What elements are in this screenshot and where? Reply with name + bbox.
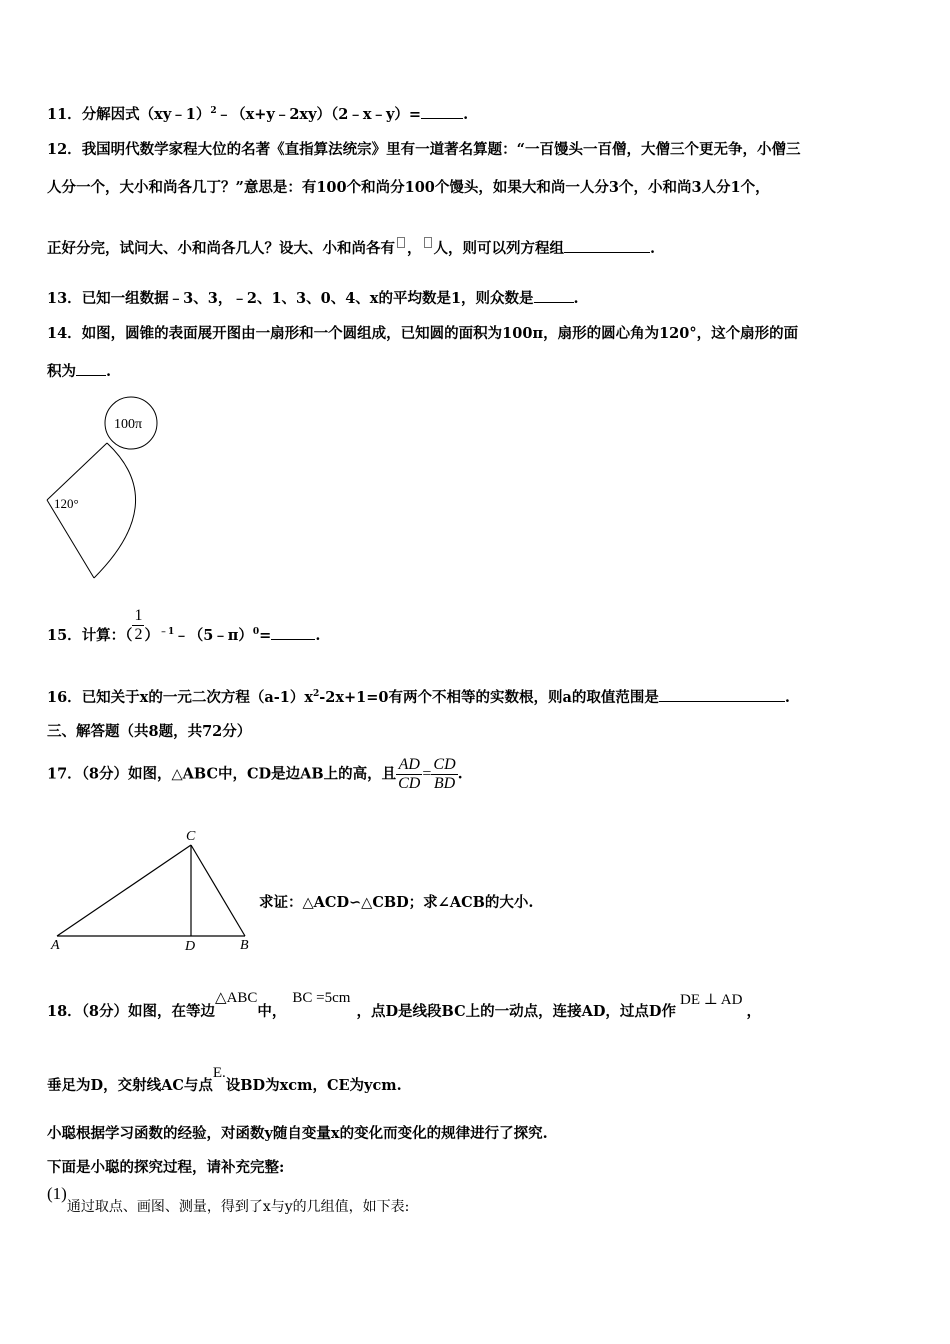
q16-exponent: 2 xyxy=(312,689,320,700)
q13-text: 已知一组数据﹣3、3，﹣2、1、3、0、4、x的平均数是1，则众数是 xyxy=(81,290,534,307)
q11-number: 11． xyxy=(47,106,82,123)
q13-number: 13． xyxy=(47,290,82,307)
q15-text3: ﹣（5﹣π） xyxy=(174,627,253,644)
frac-numerator: AD xyxy=(396,756,422,775)
q16-text2: -2x+1=0有两个不相等的实数根，则a的取值范围是 xyxy=(319,689,659,706)
frac-denominator: BD xyxy=(433,775,456,792)
fraction-half xyxy=(132,607,144,644)
answer-blank[interactable] xyxy=(534,290,574,303)
period: . xyxy=(463,106,469,123)
period: . xyxy=(457,765,463,783)
section-heading: 三、解答题（共8题，共72分） xyxy=(47,723,252,740)
q11-text: 分解因式（xy﹣1） xyxy=(81,106,211,123)
question-14-line1 xyxy=(47,322,798,343)
question-12-line1 xyxy=(47,138,801,159)
math-bc-length: BC =5cm xyxy=(292,990,351,1006)
answer-blank[interactable] xyxy=(564,240,650,253)
q18-text4: 垂足为D，交射线AC与点 xyxy=(47,1077,213,1094)
label-c: C xyxy=(186,829,196,844)
sector-edge-bottom xyxy=(47,500,94,578)
q15-number: 15． xyxy=(47,627,82,644)
part-1-text: 通过取点、画图、测量，得到了x与y的几组值，如下表: xyxy=(66,1199,410,1215)
question-17 xyxy=(47,756,463,793)
q15-exponent: ﹣1 xyxy=(158,627,175,638)
placeholder-box-icon xyxy=(397,237,405,248)
cone-net-figure xyxy=(40,392,170,587)
q15-paren: ） xyxy=(144,627,159,644)
side-ac xyxy=(57,845,191,936)
q12-text4: 人，则可以列方程组 xyxy=(433,240,564,257)
math-triangle-abc: △ABC xyxy=(215,990,258,1006)
q14-text: 如图，圆锥的表面展开图由一扇形和一个圆组成，已知圆的面积为100π，扇形的圆心角为120°，这个扇形的面 xyxy=(81,325,799,342)
q14-text2: 积为 xyxy=(47,363,76,380)
sector-edge-top xyxy=(47,443,107,500)
answer-blank[interactable] xyxy=(76,363,106,376)
frac-denominator: CD xyxy=(398,775,421,792)
label-d: D xyxy=(185,939,196,954)
q12-text3: 正好分完，试问大、小和尚各几人？设大、小和尚各有 xyxy=(47,240,395,257)
math-point-e: E. xyxy=(212,1065,226,1081)
label-a: A xyxy=(51,938,60,953)
q18-text5: 设BD为xcm，CE为ycm. xyxy=(225,1077,402,1094)
answer-blank[interactable] xyxy=(421,106,463,119)
q12-text2: 人分一个，大小和尚各几丁？”意思是：有100个和尚分100个馒头，如果大和尚一人分3个，小和尚3人分1个， xyxy=(47,179,770,196)
q15-exponent2: 0 xyxy=(252,627,260,638)
label-b: B xyxy=(240,938,249,953)
circle-label: 100π xyxy=(114,417,143,432)
question-18-line1 xyxy=(47,990,761,1021)
q12-text: 我国明代数学家程大位的名著《直指算法统宗》里有一道著名算题：“一百馒头一百僧，大僧三个更无争，小僧三 xyxy=(81,141,801,158)
question-12-line2 xyxy=(47,176,770,197)
period: . xyxy=(650,240,656,257)
placeholder-box-icon xyxy=(424,237,432,248)
q18-text2: 中， xyxy=(257,1003,287,1020)
fraction-cd-bd xyxy=(431,756,457,793)
part-1-label: (1) xyxy=(47,1184,67,1203)
question-18-line4: 下面是小聪的探究过程，请补充完整: xyxy=(47,1159,285,1176)
period: . xyxy=(315,627,321,644)
sector-arc xyxy=(94,443,136,578)
q11-exponent: 2 xyxy=(210,106,217,117)
question-18-part1 xyxy=(47,1184,410,1215)
q15-text: 计算：（ xyxy=(81,627,133,644)
q11-text2: ﹣（x+y﹣2xy）（2﹣x﹣y）= xyxy=(216,106,422,123)
math-de-perp-ad: DE ⊥ AD xyxy=(680,992,743,1008)
answer-blank[interactable] xyxy=(271,627,315,640)
question-11 xyxy=(47,103,468,124)
q17-number: 17． xyxy=(47,765,82,783)
q18-text3: ，点D是线段BC上的一动点，连接AD，过点D作 xyxy=(356,1003,677,1020)
q18-comma: ， xyxy=(746,1003,761,1020)
question-18-line3: 小聪根据学习函数的经验，对函数y随自变量x的变化而变化的规律进行了探究. xyxy=(47,1125,548,1142)
q17-prove: 求证：△ACD∽△CBD；求∠ACB的大小. xyxy=(259,894,534,911)
side-bc xyxy=(191,845,245,936)
question-13 xyxy=(47,287,579,308)
period: . xyxy=(784,689,790,706)
q12-number: 12． xyxy=(47,141,82,158)
equals-sign: = xyxy=(422,765,432,783)
frac-numerator: 1 xyxy=(134,606,143,624)
q14-number: 14． xyxy=(47,325,82,342)
period: . xyxy=(573,290,579,307)
fraction-ad-cd xyxy=(396,756,422,793)
question-14-line2 xyxy=(47,360,111,381)
period: . xyxy=(106,363,112,380)
question-18-line2 xyxy=(47,1065,402,1095)
frac-numerator: CD xyxy=(433,756,456,773)
q16-text: 已知关于x的一元二次方程（a-1）x xyxy=(81,689,313,706)
q15-equals: = xyxy=(259,627,272,644)
triangle-figure xyxy=(45,825,260,955)
question-12-line3 xyxy=(47,237,655,258)
q16-number: 16． xyxy=(47,689,82,706)
angle-label: 120° xyxy=(54,496,79,511)
question-16 xyxy=(47,686,790,707)
answer-blank[interactable] xyxy=(659,689,785,702)
frac-denominator: 2 xyxy=(134,625,143,643)
q17-text: （8分）如图，△ABC中，CD是边AB上的高，且 xyxy=(81,765,397,783)
q18-text: （8分）如图，在等边 xyxy=(81,1003,216,1020)
question-15 xyxy=(47,606,321,645)
q12-comma: ， xyxy=(407,240,422,257)
q18-number: 18． xyxy=(47,1003,82,1020)
